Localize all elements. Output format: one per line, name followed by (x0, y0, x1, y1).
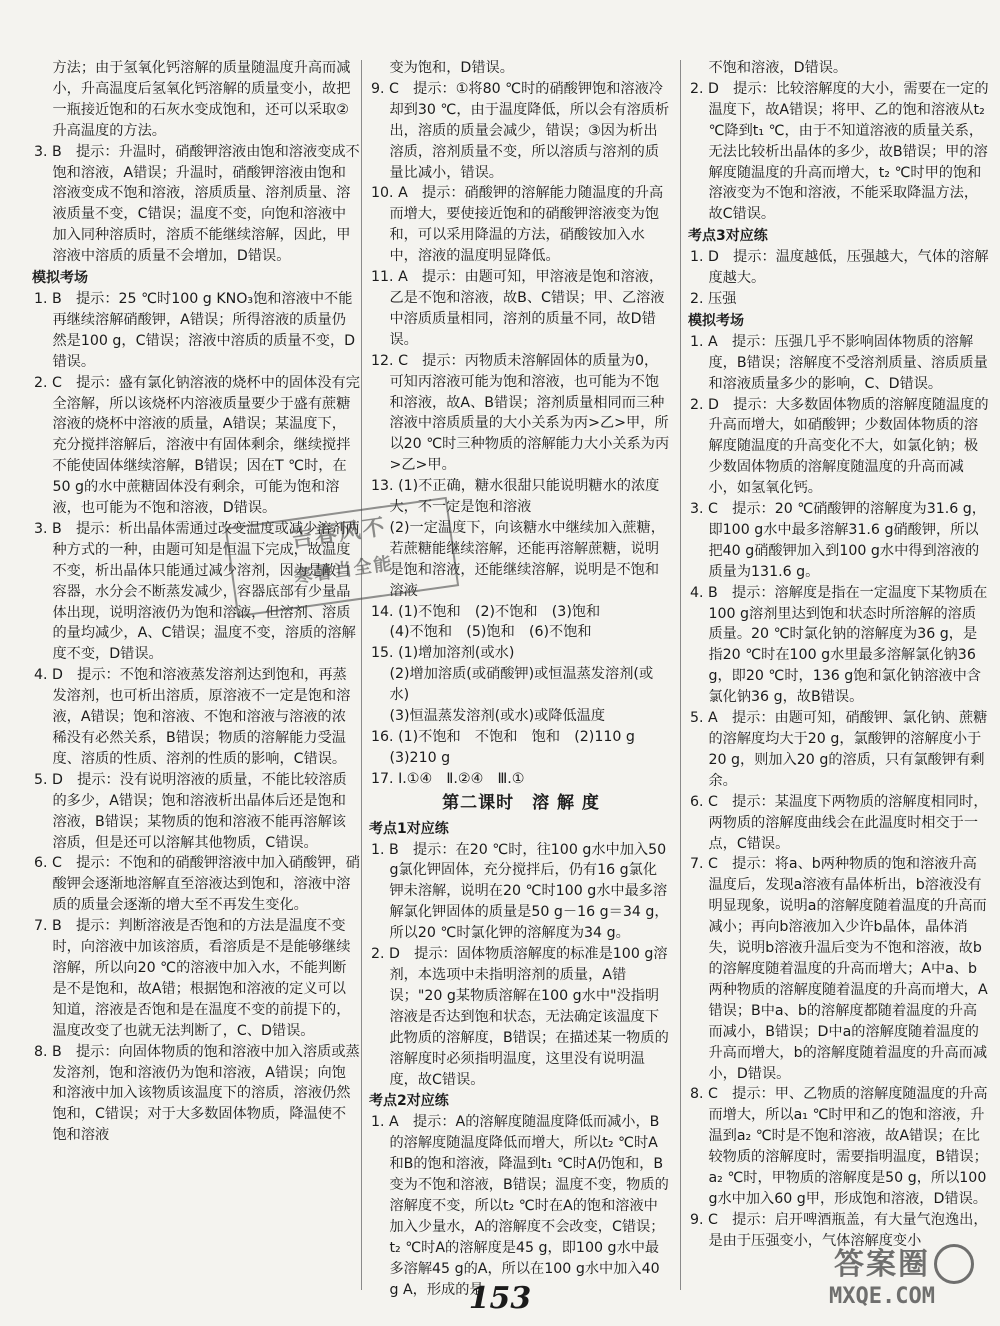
watermark-line-2: MXQE.COM (829, 1284, 935, 1309)
answer-continuation: (2)增加溶质(或硝酸钾)或恒温蒸发溶剂(或水) (389, 666, 654, 704)
answer-continuation: (4)不饱和 (5)饱和 (6)不饱和 (389, 624, 592, 641)
answer-item: 9. C 提示：启开啤酒瓶盖，有大量气泡逸出，是由于压强变小，气体溶解度变小 (690, 1211, 988, 1249)
answer-item: 2. C 提示：盛有氯化钠溶液的烧杯中的固体没有完全溶解，所以该烧杯内溶液质量要少于盛有蔗糖溶液的烧杯中溶液的质量，A错误；某温度下，充分搅拌溶解后，溶液中有固体剩余，继续搅拌不能使固体继续溶解，B错误；因在T ℃时，在50 g的水中蔗糖固体没有剩余，可能为饱和溶液，也可能为不饱和溶液，D错误。 (34, 374, 360, 517)
section-heading: 考点3对应练 (688, 228, 768, 245)
answer-item: 1. B 提示：在20 ℃时，往100 g水中加入50 g氯化钾固体，充分搅拌后，仍有16 g氯化钾未溶解，说明在20 ℃时100 g水中最多溶解氯化钾固体的质量是50 g－16 g＝34 g，所以20 ℃时氯化钾的溶解度为34 g。 (371, 841, 669, 942)
lesson-title: 第二课时 溶 解 度 (442, 792, 600, 813)
answer-item: 1. D 提示：温度越低，压强越大，气体的溶解度越大。 (690, 249, 989, 287)
answer-item: 7. B 提示：判断溶液是否饱和的方法是温度不变时，向溶液中加该溶质，看溶质是不是能够继续溶解，所以向20 ℃的溶液中加入水，不能判断是不是饱和，故A错；根据饱和溶液的定义可以知道，溶液是否饱和是在温度不变的前提下的，温度改变了也就无法判断了，C、D错误。 (34, 918, 351, 1039)
column-middle (369, 58, 671, 1298)
answer-item: 11. A 提示：由题可知，甲溶液是饱和溶液，乙是不饱和溶液，故B、C错误；甲、乙溶液中溶质质量相同，溶剂的质量不同，故D错误。 (371, 269, 665, 348)
answer-item: 7. C 提示：将a、b两种物质的饱和溶液升高温度后，发现a溶液有晶体析出，b溶液没有明显现象，说明a的溶解度随着温度的升高而减小；再向b溶液加入少许b晶体，晶体消失，说明b溶液升温后变为不饱和溶液，故b的溶解度随着温度的升高而增大；A中a、b两种物质的溶解度随着温度的升高而增大，A错误；B中a、b的溶解度都随着温度的升高而减小，B错误；D中a的溶解度随着温度的升高而增大，b的溶解度随着温度的升高而减小，D错误。 (690, 856, 988, 1082)
section-heading: 考点1对应练 (369, 820, 449, 837)
answer-continuation: (3)210 g (389, 749, 451, 766)
answer-item: 10. A 提示：硝酸钾的溶解能力随温度的升高而增大，要使接近饱和的硝酸钾溶液变为饱和，可以采用降温的方法，硝酸铵加入水中，溶液的温度明显降低。 (371, 185, 664, 265)
column-right (690, 58, 990, 1278)
answer-item: 1. A 提示：压强几乎不影响固体物质的溶解度，B错误；溶解度不受溶剂质量、溶质质量和溶液质量多少的影响，C、D错误。 (690, 333, 988, 392)
site-watermark (772, 1246, 992, 1316)
answer-item: 2. 压强 (690, 290, 737, 307)
answer-item: 17. Ⅰ.①④ Ⅱ.②④ Ⅲ.① (371, 770, 525, 787)
watermark-circle-icon (934, 1244, 974, 1284)
answer-item: 5. A 提示：由题可知，硝酸钾、氯化钠、蔗糖的溶解度均大于20 g，氯酸钾的溶解度小于20 g，则加入20 g的溶质，只有氯酸钾有剩余。 (690, 710, 988, 789)
answer-item: 1. A 提示：A的溶解度随温度降低而减小，B的溶解度随温度降低而增大，所以t₂ ℃时A和B的饱和溶液，降温到t₁ ℃时A仍饱和，B变为不饱和溶液，B错误；温度不变，物质的溶解度不变，所以t₂ ℃时在A的饱和溶液中加入少量水，A的溶解度不会改变，C错误；t₂ ℃时A的溶解度是45 g，即100 g水中最多溶解45 g的A，所以在100 g水中加入40 g A，形成的是 (371, 1114, 669, 1298)
answer-item: 2. D 提示：固体物质溶解度的标准是100 g溶剂，本选项中未指明溶剂的质量，A错误；"20 g某物质溶解在100 g水中"没指明溶液是否达到饱和状态，无法确定该温度下此物质的溶解度，B错误；在描述某一物质的溶解度时必须指明温度，这里没有说明温度，故C错误。 (371, 946, 669, 1088)
answer-item: 6. C 提示：不饱和的硝酸钾溶液中加入硝酸钾，硝酸钾会逐渐地溶解直至溶液达到饱和，溶液中溶质的质量会逐渐的增大至不再发生变化。 (34, 855, 360, 914)
answer-item: 13. (1)不正确，糖水很甜只能说明糖水的浓度大，不一定是饱和溶液 (371, 478, 660, 516)
answer-item: 3. C 提示：20 ℃硝酸钾的溶解度为31.6 g，即100 g水中最多溶解31.6 g硝酸钾，所以把40 g硝酸钾加入到100 g水中得到溶液的质量为131.6 g。 (690, 501, 986, 580)
column-divider (361, 60, 362, 1290)
column-left (34, 58, 360, 1278)
stamp-line-2: 寒暑当全能 (292, 553, 395, 588)
answer-continuation: (2)一定温度下，向该糖水中继续加入蔗糖，若蔗糖能继续溶解，还能再溶解蔗糖，说明是饱和溶液，还能继续溶解，说明是不饱和溶液 (389, 519, 665, 599)
stamp-line-1: 吉春风不 (289, 514, 389, 553)
answer-item: 9. C 提示：①将80 ℃时的硝酸钾饱和溶液冷却到30 ℃，由于温度降低，所以会有溶质析出，溶质的质量会减少，错误；③因为析出溶质，溶剂质量不变，所以溶质与溶剂的质量比减小，错误。 (371, 80, 670, 181)
answer-continuation: (3)恒温蒸发溶剂(或水)或降低温度 (389, 708, 606, 725)
page-number: 153 (468, 1281, 532, 1316)
answer-item: 4. D 提示：不饱和溶液蒸发溶剂达到饱和，再蒸发溶剂，也可析出溶质，原溶液不一定是饱和溶液，A错误；饱和溶液、不饱和溶液与溶液的浓稀没有必然关系，B错误；物质的溶解能力受温度、溶质的性质、溶剂的性质的影响，C错误。 (34, 667, 351, 767)
answer-item: 3. B 提示：升温时，硝酸钾溶液由饱和溶液变成不饱和溶液，A错误；升温时，硝酸钾溶液由饱和溶液变成不饱和溶液，溶质质量、溶剂质量、溶液质量不变，C错误；温度不变，向饱和溶液中加入同种溶质时，溶质不能继续溶解，因此，甲溶液中溶质的质量不会增加，D错误。 (34, 143, 360, 265)
watermark-line-1: 答案圈 (834, 1247, 930, 1282)
answer-item: 8. B 提示：向固体物质的饱和溶液中加入溶质或蒸发溶剂，饱和溶液仍为饱和溶液，A错误；向饱和溶液中加入该物质该温度下的溶质，溶液仍然饱和，C错误；对于大多数固体物质，降温使不饱和溶液 (34, 1043, 360, 1144)
answer-item: 2. D 提示：大多数固体物质的溶解度随温度的升高而增大，如硝酸钾；少数固体物质的溶解度随温度的升高变化不大，如氯化钠；极少数固体物质的溶解度随温度的升高而减小，如氢氧化钙。 (690, 396, 989, 497)
section-heading: 模拟考场 (688, 312, 744, 329)
answer-item: 6. C 提示：某温度下两物质的溶解度相同时，两物质的溶解度曲线会在此温度时相交于一点，C错误。 (690, 793, 988, 852)
answer-item: 14. (1)不饱和 (2)不饱和 (3)饱和 (371, 603, 601, 620)
answer-item: 15. (1)增加溶剂(或水) (371, 645, 515, 662)
answer-item: 3. B 提示：析出晶体需通过改变温度或减少溶剂两种方式的一种，由题可知是恒温下完成，故温度不变，析出晶体只能通过减少溶剂，因为是敞口容器，水分会不断蒸发减少，容器底部有少量晶体出现，说明溶液仍为饱和溶液，但溶剂、溶质的量均减少，A、C错误；温度不变，溶质的溶解度不变，D错误。 (34, 520, 360, 663)
section-heading: 模拟考场 (32, 270, 88, 287)
answer-item: 12. C 提示：丙物质未溶解固体的质量为0，可知丙溶液可能为饱和溶液，也可能为不饱和溶液，故A、B错误；溶剂质量相同而三种溶液中溶质质量的大小关系为丙>乙>甲，所以20 ℃时三种物质的溶解能力大小关系为丙>乙>甲。 (371, 352, 670, 474)
answer-continuation: 不饱和溶液，D错误。 (708, 60, 848, 76)
column-divider (680, 60, 681, 1290)
answer-item: 8. C 提示：甲、乙物质的溶解度随温度的升高而增大，所以a₁ ℃时甲和乙的饱和溶液，升温到a₂ ℃时是不饱和溶液，故A错误；在比较物质的溶解度时，需要指明温度，B错误；a₂ ℃时，甲物质的溶解度是50 g，所以100 g水中加入60 g甲，形成饱和溶液，D错误。 (690, 1086, 988, 1207)
answer-continuation: 方法；由于氢氧化钙溶解的质量随温度升高而减小，升高温度后氢氧化钙溶解的质量变小，故把一瓶接近饱和的石灰水变成饱和，还可以采取②升高温度的方法。 (52, 60, 351, 139)
answer-item: 16. (1)不饱和 不饱和 饱和 (2)110 g (371, 729, 635, 745)
answer-item: 4. B 提示：溶解度是指在一定温度下某物质在100 g溶剂里达到饱和状态时所溶解的溶质质量。20 ℃时氯化钠的溶解度为36 g，是指20 ℃时在100 g水里最多溶解氯化钠36 g，即20 ℃时，136 g饱和氯化钠溶液中含氯化钠36 g，故B错误。 (690, 584, 988, 706)
section-heading: 考点2对应练 (369, 1093, 449, 1110)
answer-continuation: 变为饱和，D错误。 (389, 60, 514, 76)
answer-item: 1. B 提示：25 ℃时100 g KNO₃饱和溶液中不能再继续溶解硝酸钾，A错误；所得溶液的质量仍然是100 g，C错误；溶液中溶质的质量不变，D错误。 (34, 290, 356, 370)
answer-item: 5. D 提示：没有说明溶液的质量，不能比较溶质的多少，A错误；饱和溶液析出晶体后还是饱和溶液，B错误；某物质的饱和溶液不能再溶解该溶质，但是还可以溶解其他物质，C错误。 (34, 771, 347, 851)
answer-item: 2. D 提示：比较溶解度的大小，需要在一定的温度下，故A错误；将甲、乙的饱和溶液从t₂ ℃降到t₁ ℃，由于不知道溶液的质量关系，无法比较析出晶体的多少，故B错误；甲的溶解度随温度的升高而增大，t₂ ℃时甲的饱和溶液变为不饱和溶液，不能采取降温方法，故C错误。 (690, 80, 989, 223)
